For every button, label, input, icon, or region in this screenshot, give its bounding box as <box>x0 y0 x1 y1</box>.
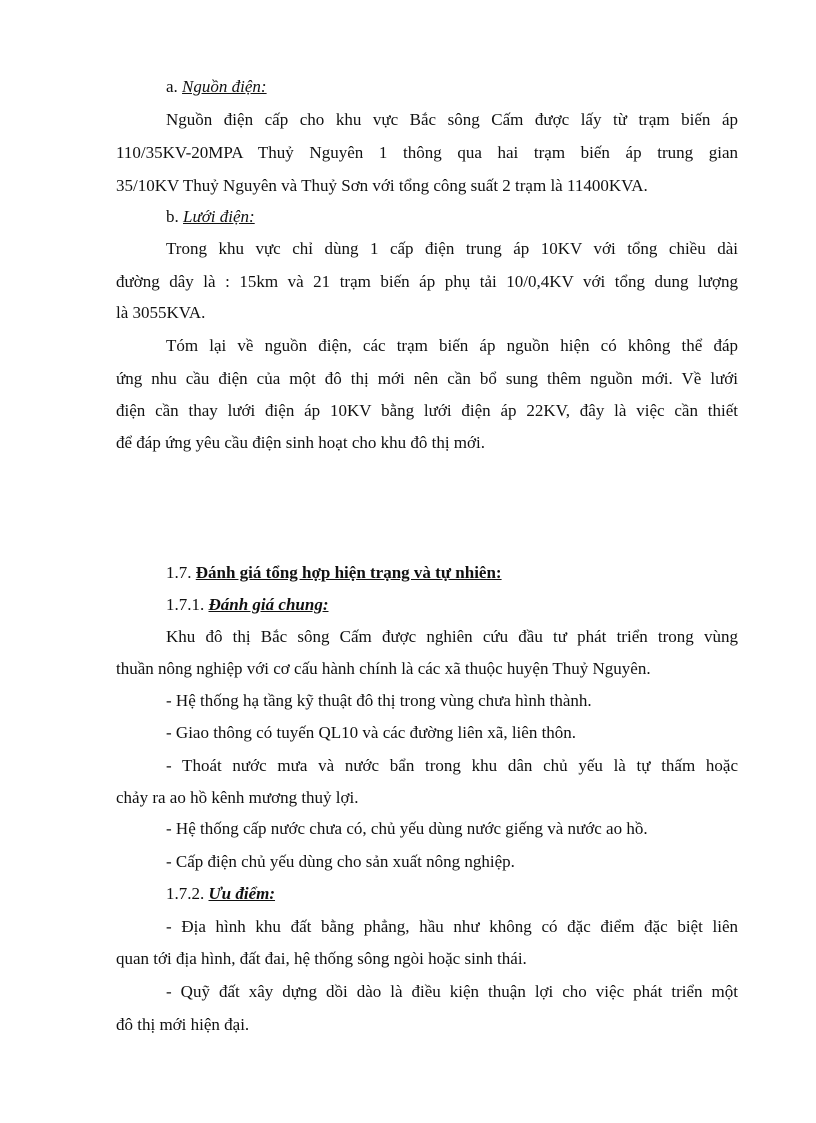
heading-1-7-2 <box>166 883 738 905</box>
paragraph-line: chảy ra ao hồ kênh mương thuỷ lợi. <box>116 788 359 807</box>
list-item: - Cấp điện chủ yếu dùng cho sản xuất nông nghiệp. <box>166 852 515 871</box>
paragraph-line: Nguồn điện cấp cho khu vực Bắc sông Cấm được lấy từ trạm biến áp <box>166 110 738 129</box>
heading-a-prefix: a. <box>166 77 183 96</box>
list-item: - Hệ thống hạ tầng kỹ thuật đô thị trong vùng chưa hình thành. <box>166 691 592 710</box>
heading-1-7-2-title: Ưu điểm: <box>208 884 276 903</box>
heading-1-7-2-number: 1.7.2. <box>166 884 209 903</box>
paragraph-line: Tóm lại về nguồn điện, các trạm biến áp nguồn hiện có không thể đáp <box>166 336 738 355</box>
paragraph-line: đô thị mới hiện đại. <box>116 1015 250 1034</box>
heading-b-title: Lưới điện: <box>183 207 255 226</box>
heading-1-7-1-number: 1.7.1. <box>166 595 209 614</box>
heading-1-7-1-title: Đánh giá chung: <box>208 595 329 614</box>
heading-1-7 <box>166 562 738 584</box>
heading-a <box>166 76 738 98</box>
paragraph-line: 110/35KV-20MPA Thuỷ Nguyên 1 thông qua hai trạm biến áp trung gian <box>116 143 738 162</box>
list-item: - Quỹ đất xây dựng dồi dào là điều kiện thuận lợi cho việc phát triển một <box>166 982 738 1001</box>
list-item: - Giao thông có tuyến QL10 và các đường liên xã, liên thôn. <box>166 723 577 742</box>
list-item: - Địa hình khu đất bằng phẳng, hầu như không có đặc điểm đặc biệt liên <box>166 917 738 936</box>
list-item: - Hệ thống cấp nước chưa có, chủ yếu dùng nước giếng và nước ao hồ. <box>166 819 648 838</box>
paragraph-line: quan tới địa hình, đất đai, hệ thống sông ngòi hoặc sinh thái. <box>116 949 527 968</box>
paragraph-line: Khu đô thị Bắc sông Cấm được nghiên cứu đầu tư phát triển trong vùng <box>166 627 738 646</box>
heading-b <box>166 206 738 228</box>
heading-a-title: Nguồn điện: <box>182 77 267 96</box>
paragraph-line: 35/10KV Thuỷ Nguyên và Thuỷ Sơn với tổng công suất 2 trạm là 11400KVA. <box>116 176 648 195</box>
heading-1-7-number: 1.7. <box>166 563 196 582</box>
heading-1-7-1 <box>166 594 738 616</box>
paragraph-line: điện cần thay lưới điện áp 10KV bằng lưới điện áp 22KV, đây là việc cần thiết <box>116 401 738 420</box>
list-item: - Thoát nước mưa và nước bẩn trong khu dân chủ yếu là tự thấm hoặc <box>166 756 738 775</box>
heading-b-prefix: b. <box>166 207 183 226</box>
paragraph-line: thuần nông nghiệp với cơ cấu hành chính là các xã thuộc huyện Thuỷ Nguyên. <box>116 659 651 678</box>
paragraph-line: Trong khu vực chỉ dùng 1 cấp điện trung áp 10KV với tổng chiều dài <box>166 239 738 258</box>
paragraph-line: là 3055KVA. <box>116 303 206 322</box>
paragraph-line: để đáp ứng yêu cầu điện sinh hoạt cho khu đô thị mới. <box>116 433 485 452</box>
heading-1-7-title: Đánh giá tổng hợp hiện trạng và tự nhiên: <box>195 563 502 582</box>
paragraph-line: đường dây là : 15km và 21 trạm biến áp phụ tải 10/0,4KV với tổng dung lượng <box>116 272 738 291</box>
paragraph-line: ứng nhu cầu điện của một đô thị mới nên cần bổ sung thêm nguồn mới. Về lưới <box>116 369 738 388</box>
